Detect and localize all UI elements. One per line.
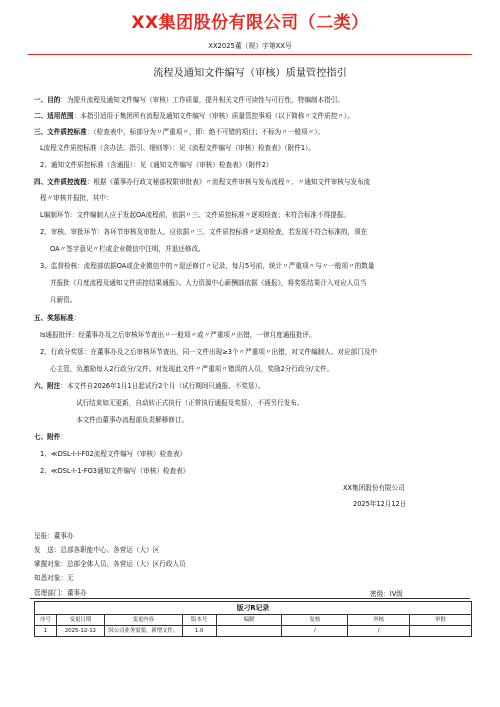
signature-date: 2025年12月12日 xyxy=(353,500,407,508)
notes-line-3: 本文件由董事办流程部负责解释修订。 xyxy=(76,416,189,424)
section-standard-label: 三、文件质控标准 xyxy=(34,128,87,136)
signature-org: XX集团股份有限公司 xyxy=(343,484,405,492)
process-item-1: L编制环节：文件编制人应于发起OA流程前，依据〃三、文件质控标准〃逐项检查；未符合标准不得提报。 xyxy=(40,211,350,219)
distribution-divider xyxy=(30,598,470,599)
revision-header: 审核 xyxy=(348,615,410,626)
section-rewards-label: 五、奖惩标准 xyxy=(34,314,74,322)
section-purpose-label: 一、目的 xyxy=(34,96,61,104)
revision-cell xyxy=(216,626,282,637)
grasp-object: 掌握对象：总部全体人员、各营运（大）区行政人员 xyxy=(34,560,186,568)
revision-header: 编制 xyxy=(216,615,282,626)
section-rewards xyxy=(34,314,80,322)
section-process xyxy=(34,178,370,186)
header xyxy=(0,13,500,34)
doc-number: XX2025董（规）字第XX号 xyxy=(208,42,292,50)
managing-dept: 管理部门：董事办 xyxy=(34,589,87,597)
revision-header: 版本号 xyxy=(182,615,216,626)
send-to: 发 送：总部各职能中心、各营运（大）区 xyxy=(34,546,160,554)
process-item-3: 3、监督检核：流程部依据OA或企业微信中的〃退还修订〃记录，每月5号前，统计〃严重项〃与〃一般项〃的数量 xyxy=(40,262,375,270)
standard-item-2: 2、通知文件质控标准（含通报）：见《通知文件编写（审核）检查表》（附件2） xyxy=(40,161,273,169)
process-item-3-cont: 并报批《月度流程及通知文件质控结果通报》。人力资源中心薪酬部依据《通报》，将奖惩结果计入对应人员当 xyxy=(50,279,367,287)
rewards-item-2-cont: 心主管，负激励每人2行政分/文件。对发现此文件〃严重项〃错误的人员，奖励2分行政分/文件。 xyxy=(50,365,334,373)
revision-header: 序号 xyxy=(35,615,57,626)
section-attachments-colon: ： xyxy=(60,433,67,441)
revision-header: 变更日期 xyxy=(56,615,104,626)
revision-header: 变更内容 xyxy=(104,615,182,626)
process-item-2-cont: OA〃签字意见〃栏或企业微信中注明，并退还修改。 xyxy=(50,245,205,253)
section-notes-text: ：本文件自2026年1月1日起试行2个月（试行期间只通报、不奖惩）。 xyxy=(60,382,265,390)
process-item-3-cont-2: 月薪资。 xyxy=(50,296,77,304)
section-notes-label: 六、附注 xyxy=(34,382,61,390)
revision-header-row xyxy=(35,615,472,626)
notes-line-2: 试行结束如无更新，自动转正式执行（正常执行通报及奖惩），不再另行发布。 xyxy=(76,399,304,407)
table-row xyxy=(35,626,472,637)
section-attachments xyxy=(34,433,67,441)
rewards-item-1: Is通报批评：经董事办及之后审核环节查出〃一般项〃或〃严重项〃出错，一律月度通报批评。 xyxy=(40,331,316,339)
revision-cell: 1 xyxy=(35,626,57,637)
section-standard-text: ：（检查表中，标部分为〃严重项〃，即：绝不可错的项目；不标为〃一般项〃）。 xyxy=(86,128,325,136)
revision-cell: 1.0 xyxy=(182,626,216,637)
report-to: 呈报：董事办 xyxy=(34,532,74,540)
revision-table xyxy=(34,601,472,637)
secret-level: 密级：IV级 xyxy=(370,590,403,598)
section-standard xyxy=(34,128,324,136)
section-purpose xyxy=(34,96,344,104)
org-title: XX集团股份有限公司（二类） xyxy=(131,13,369,33)
section-scope xyxy=(34,112,354,120)
standard-item-1: L流程文件质控标准（含办法、指引、细则等）：见《流程文件编写（审核）检查表》（附件1）。 xyxy=(40,144,315,152)
attachment-item-2: 2、≪DSL-I-1-FO3通知文件编写（审核）检查表》 xyxy=(40,467,190,475)
document-title: 流程及通知文件编写（审核）质量管控指引 xyxy=(153,68,347,79)
notify-object: 知悉对象：无 xyxy=(34,574,74,582)
revision-caption: 版刁R记录 xyxy=(35,602,472,615)
section-notes xyxy=(34,382,264,390)
revision-header: 审批 xyxy=(410,615,472,626)
red-divider xyxy=(28,54,472,55)
revision-cell xyxy=(410,626,472,637)
section-scope-label: 二、适用范围 xyxy=(34,112,74,120)
section-process-text: ：根据《董事办行政文秘部权限审批表》〃流程文件审核与发布流程〃、〃通知文件审核与发布流 xyxy=(86,178,371,186)
revision-cell: / xyxy=(348,626,410,637)
rewards-item-2: 2、行政分奖惩：在董事办及之后审核环节查出，同一文件出现≥3个〃严重项〃出错，对文件编制人、对应部门及中 xyxy=(40,348,378,356)
section-scope-text: ：本指引适用于集团所有流程及通知文件编写（审核）质量管控事项（以下简称〃文件质控〃）。 xyxy=(73,112,354,120)
revision-header: 复核 xyxy=(282,615,348,626)
revision-cell: 2025-12-12 xyxy=(56,626,104,637)
section-process-text-2: 程〃审核并报批，其中： xyxy=(40,194,113,202)
process-item-2: 2、审核、审批环节：各环节审核及审批人，应依据〃三、文件质控标准〃逐项检查，若发现不符合标准的，须在 xyxy=(40,228,368,236)
section-attachments-label: 七、附件 xyxy=(34,433,61,441)
section-purpose-text: ：为提升流程及通知文件编写（审核）工作质量，提升相关文件可读性与可行性，特编制本指引。 xyxy=(60,96,344,104)
revision-cell: / xyxy=(282,626,348,637)
attachment-item-1: 1、≪DSL-I-I-F02流程文件编写（审核）检查表》 xyxy=(40,450,187,458)
section-process-label: 四、文件质控流程 xyxy=(34,178,87,186)
section-rewards-colon: ： xyxy=(73,314,81,322)
revision-cell: 因公司业务需要，新增文件。 xyxy=(104,626,182,637)
